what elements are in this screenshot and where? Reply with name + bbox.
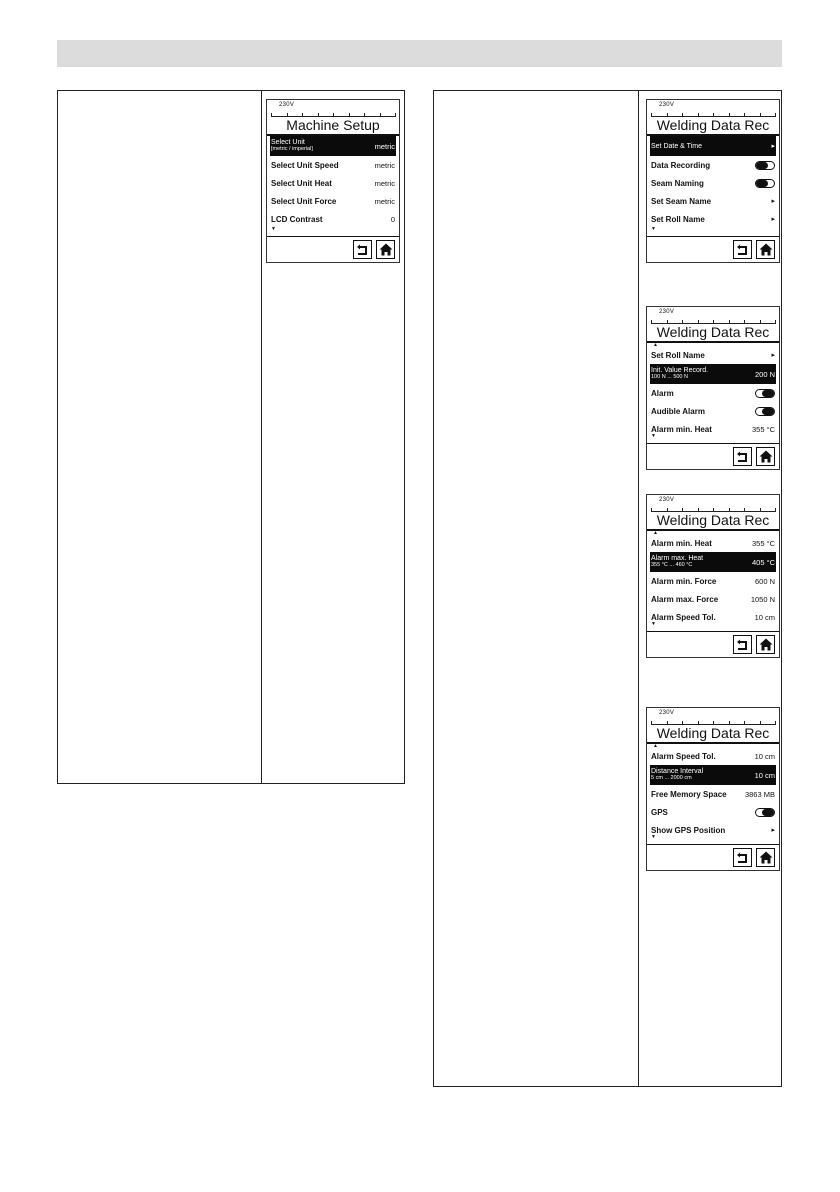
menu-item[interactable]	[650, 156, 776, 174]
back-button[interactable]	[733, 447, 752, 466]
menu-item-value: 0	[390, 214, 395, 224]
scroll-up-icon: ▲	[653, 743, 658, 749]
back-arrow-icon	[736, 244, 749, 256]
menu-item-value: 10 cm	[754, 770, 775, 780]
menu-item[interactable]	[650, 803, 776, 821]
menu-item-label: Alarm min. Force	[651, 576, 717, 586]
menu-item[interactable]	[650, 210, 776, 228]
menu-item-label: Select Unit Force	[271, 196, 337, 206]
home-icon	[759, 851, 773, 864]
menu-item[interactable]	[650, 765, 776, 785]
menu-item-range: 100 N ... 500 N	[651, 374, 688, 380]
section-header-bar	[57, 40, 782, 67]
menu-item-range: [metric / imperial]	[271, 146, 313, 152]
scroll-down-icon: ▼	[651, 433, 656, 439]
menu-item-label: GPS	[651, 807, 668, 817]
toggle-knob	[762, 408, 774, 415]
menu-list	[270, 136, 396, 228]
menu-item[interactable]	[650, 821, 776, 839]
screen-title: Welding Data Rec	[647, 324, 779, 343]
menu-item[interactable]	[650, 420, 776, 438]
screen-title: Welding Data Rec	[647, 725, 779, 744]
menu-item[interactable]	[650, 174, 776, 192]
voltage-label: 230V	[659, 102, 675, 108]
menu-item[interactable]	[650, 364, 776, 384]
menu-item[interactable]	[270, 156, 396, 174]
scroll-down-icon: ▼	[271, 226, 276, 232]
menu-item-value: 600 N	[754, 576, 775, 586]
menu-item-value: 200 N	[754, 369, 775, 379]
home-icon	[379, 243, 393, 256]
menu-item-value: 355 °C	[751, 538, 775, 548]
menu-item-label: Audible Alarm	[651, 406, 705, 416]
menu-item-label	[271, 139, 313, 153]
screen-title: Machine Setup	[267, 117, 399, 136]
left-table-divider	[261, 91, 262, 783]
menu-item-name: Init. Value Record.	[651, 367, 709, 374]
footer-divider	[647, 443, 779, 444]
scroll-up-icon: ▲	[653, 530, 658, 536]
home-icon	[759, 450, 773, 463]
menu-item-label: Select Unit Heat	[271, 178, 332, 188]
lcd-welding-data-rec-2	[646, 306, 780, 470]
voltage-label: 230V	[659, 309, 675, 315]
lcd-welding-data-rec-4	[646, 707, 780, 871]
menu-item[interactable]	[650, 402, 776, 420]
menu-item-name: Select Unit	[271, 139, 305, 146]
menu-item-label: Alarm min. Heat	[651, 424, 712, 434]
back-arrow-icon	[736, 852, 749, 864]
menu-item-value: 355 °C	[751, 424, 775, 434]
lcd-machine-setup	[266, 99, 400, 263]
back-button[interactable]	[353, 240, 372, 259]
menu-item-label: Set Roll Name	[651, 350, 705, 360]
menu-list	[650, 534, 776, 626]
menu-item[interactable]	[270, 136, 396, 156]
lcd-welding-data-rec-3	[646, 494, 780, 658]
footer-divider	[647, 236, 779, 237]
menu-item[interactable]	[650, 552, 776, 572]
scroll-down-icon: ▼	[651, 621, 656, 627]
menu-item[interactable]	[650, 608, 776, 626]
menu-item[interactable]	[650, 346, 776, 364]
footer-divider	[267, 236, 399, 237]
home-icon	[759, 243, 773, 256]
footer-divider	[647, 844, 779, 845]
menu-item-label: Free Memory Space	[651, 789, 727, 799]
back-button[interactable]	[733, 635, 752, 654]
back-arrow-icon	[356, 244, 369, 256]
menu-item-label: Show GPS Position	[651, 825, 726, 835]
menu-item-value: metric	[374, 141, 395, 151]
menu-item-name: Distance Interval	[651, 768, 704, 775]
menu-item-value: 10 cm	[754, 751, 775, 761]
menu-item[interactable]	[650, 192, 776, 210]
chevron-right-icon: ▸	[771, 827, 775, 834]
toggle-switch[interactable]	[755, 179, 775, 188]
toggle-switch[interactable]	[755, 389, 775, 398]
menu-item-label	[651, 367, 708, 381]
menu-item-label: LCD Contrast	[271, 214, 323, 224]
menu-item-label: Set Seam Name	[651, 196, 712, 206]
toggle-knob	[762, 809, 774, 816]
lcd-welding-data-rec-1	[646, 99, 780, 263]
home-icon	[759, 638, 773, 651]
menu-item[interactable]	[270, 210, 396, 228]
menu-item[interactable]	[270, 192, 396, 210]
menu-item-value: 3863 MB	[744, 789, 775, 799]
toggle-knob	[756, 162, 768, 169]
menu-item-value: metric	[374, 160, 395, 170]
chevron-right-icon: ▸	[771, 352, 775, 359]
menu-item-label: Alarm Speed Tol.	[651, 751, 716, 761]
menu-item-value: metric	[374, 196, 395, 206]
toggle-switch[interactable]	[755, 808, 775, 817]
menu-item-label: Seam Naming	[651, 178, 704, 188]
back-button[interactable]	[733, 240, 752, 259]
menu-item-range: 355 °C ... 460 °C	[651, 562, 693, 568]
menu-list	[650, 136, 776, 228]
menu-item[interactable]	[650, 534, 776, 552]
screen-title: Welding Data Rec	[647, 512, 779, 531]
toggle-knob	[756, 180, 768, 187]
menu-item-value: 405 °C	[751, 557, 775, 567]
toggle-switch[interactable]	[755, 407, 775, 416]
menu-item[interactable]	[650, 384, 776, 402]
menu-item-value: 1050 N	[750, 594, 775, 604]
scroll-down-icon: ▼	[651, 834, 656, 840]
toggle-knob	[762, 390, 774, 397]
menu-item-label: Alarm min. Heat	[651, 538, 712, 548]
menu-item[interactable]	[650, 747, 776, 765]
menu-item-label	[651, 768, 703, 782]
right-table-divider	[638, 91, 639, 1086]
menu-item-range: 5 cm ... 2000 cm	[651, 775, 692, 781]
back-button[interactable]	[733, 848, 752, 867]
voltage-label: 230V	[659, 710, 675, 716]
toggle-switch[interactable]	[755, 161, 775, 170]
menu-item-value: metric	[374, 178, 395, 188]
menu-item-name: Alarm max. Heat	[651, 555, 704, 562]
menu-item[interactable]	[650, 785, 776, 803]
menu-item-label: Set Date & Time	[651, 142, 702, 150]
menu-item[interactable]	[650, 572, 776, 590]
chevron-right-icon: ▸	[771, 198, 775, 205]
menu-item[interactable]	[650, 590, 776, 608]
chevron-right-icon: ▸	[771, 143, 775, 150]
home-button[interactable]	[376, 240, 395, 259]
back-arrow-icon	[736, 451, 749, 463]
chevron-right-icon: ▸	[771, 216, 775, 223]
screen-title: Welding Data Rec	[647, 117, 779, 136]
voltage-label: 230V	[659, 497, 675, 503]
menu-list	[650, 747, 776, 839]
menu-item-label: Set Roll Name	[651, 214, 705, 224]
menu-item-label: Alarm Speed Tol.	[651, 612, 716, 622]
home-button[interactable]	[756, 447, 775, 466]
voltage-label: 230V	[279, 102, 295, 108]
menu-item-label: Data Recording	[651, 160, 711, 170]
scroll-up-icon: ▲	[653, 342, 658, 348]
home-button[interactable]	[756, 240, 775, 259]
menu-item-label: Alarm	[651, 388, 674, 398]
menu-list	[650, 346, 776, 438]
scroll-down-icon: ▼	[651, 226, 656, 232]
menu-item-value: 10 cm	[754, 612, 775, 622]
home-button[interactable]	[756, 848, 775, 867]
menu-item-label: Select Unit Speed	[271, 160, 339, 170]
home-button[interactable]	[756, 635, 775, 654]
menu-item-label	[651, 555, 703, 569]
menu-item[interactable]	[270, 174, 396, 192]
back-arrow-icon	[736, 639, 749, 651]
menu-item-label: Alarm max. Force	[651, 594, 719, 604]
menu-item[interactable]	[650, 136, 776, 156]
footer-divider	[647, 631, 779, 632]
